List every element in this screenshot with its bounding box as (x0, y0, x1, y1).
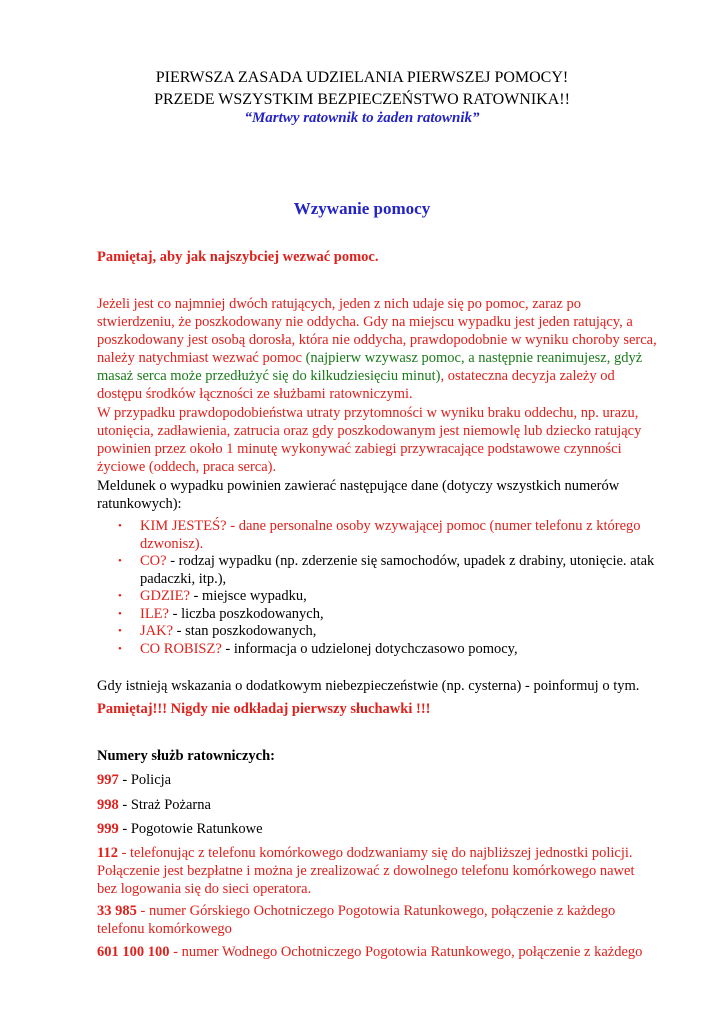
wopr-line-1 (97, 943, 657, 961)
gopr-desc-1: - numer Górskiego Ochotniczego Pogotowia Ratunkowego, połączenie z każdego (136, 903, 616, 919)
p1-line-5 (97, 367, 657, 385)
emergency-number: 112 (97, 845, 118, 861)
bullet-question: CO ROBISZ? (140, 640, 222, 657)
wopr-desc-1: - numer Wodnego Ochotniczego Pogotowia Ratunkowego, połączenie z każdego (169, 944, 643, 960)
emergency-number: 997 (97, 772, 119, 788)
p1-line-5-red: , ostateczna decyzja zależy od (440, 368, 615, 384)
report-items-list (118, 518, 663, 658)
p2-line-2: utonięcia, zadławienia, zatrucia oraz gdy poszkodowanym jest niemowlę lub dziecko ratujący (97, 423, 642, 439)
remember-note: Pamiętaj, aby jak najszybciej wezwać pomoc. (97, 249, 379, 265)
bullet-question: GDZIE? (140, 588, 190, 604)
bullet-question: CO? (140, 553, 167, 569)
n112-desc-1: - telefonując z telefonu komórkowego dodzwaniamy się do najbliższej jednostki policji. (117, 845, 633, 861)
p1-line-6: dostępu środków łączności ze służbami ratowniczymi. (97, 386, 413, 402)
motto (0, 109, 724, 127)
list-item (118, 553, 663, 588)
danger-note: Gdy istnieją wskazania o dodatkowym niebezpieczeństwie (np. cysterna) - poinformuj o tym. (97, 678, 640, 694)
bullet-description: - rodzaj wypadku (np. zderzenie się samochodów, upadek z drabiny, utonięcie. atak (166, 553, 655, 569)
gopr-line-2: telefonu komórkowego (97, 921, 232, 937)
numbers-title: Numery służb ratowniczych: (97, 748, 276, 764)
number-row-straz (97, 796, 657, 814)
p1-line-5-green: masaż serca może przedłużyć się do kilkudziesięciu minut) (97, 368, 441, 384)
n112-line-2: Połączenie jest bezpłatne i można je zrealizować z dowolnego telefonu komórkowego nawet (97, 863, 635, 879)
bullet-question: ILE? (140, 605, 169, 622)
motto-text: Martwy ratownik to żaden ratownik” (251, 110, 480, 126)
p1-line-3: poszkodowany jest osobą dorosła, która nie oddycha, prawdopodobnie w wyniku choroby serca, (97, 332, 657, 348)
number-row-policja (97, 771, 657, 789)
section-title: Wzywanie pomocy (293, 199, 431, 218)
bullet-question: KIM JESTEŚ? (140, 518, 227, 534)
bullet-continuation: dzwonisz). (140, 535, 204, 552)
list-item (118, 641, 663, 659)
report-intro (97, 477, 657, 513)
bullet-description: - dane personalne osoby wzywającej pomoc (numer telefonu z którego (226, 518, 641, 534)
p2-line-1: W przypadku prawdopodobieństwa utraty przytomności w wyniku braku oddechu, np. urazu, (97, 405, 639, 421)
motto-open-quote: “ (244, 110, 252, 126)
list-item (118, 606, 663, 624)
number-row-gopr (97, 902, 657, 938)
bullet-question: JAK? (140, 623, 174, 639)
bullet-icon: • (118, 590, 122, 602)
p2-line-4: życiowe (oddech, praca serca). (97, 459, 277, 475)
p2-line-3: powinien przez około 1 minutę wykonywać zabiegi przywracające podstawowe czynności (97, 441, 622, 457)
number-row-112 (97, 844, 657, 898)
p1-line-2: stwierdzeniu, że poszkodowany nie oddycha. Gdy na miejscu wypadku jest jeden ratujący, a (97, 314, 633, 330)
emergency-number: 999 (97, 821, 119, 837)
bullet-description: - miejsce wypadku, (189, 588, 307, 604)
emergency-number: 601 100 100 (97, 944, 170, 960)
list-item (118, 518, 663, 553)
gopr-line-1 (97, 902, 657, 920)
emergency-number-desc: - Policja (118, 772, 172, 788)
bullet-description: - informacja o udzielonej dotychczasowo pomocy, (221, 640, 518, 657)
emergency-number-desc: - Straż Pożarna (118, 797, 211, 813)
paragraph-1 (97, 295, 657, 403)
bullet-description: - stan poszkodowanych, (173, 623, 317, 639)
bullet-icon: • (118, 642, 122, 655)
bullet-icon: • (118, 625, 122, 637)
p1-line-1: Jeżeli jest co najmniej dwóch ratujących, jeden z nich udaje się po pomoc, zaraz po (97, 296, 581, 312)
report-intro-line-2: ratunkowych): (97, 496, 182, 512)
number-row-pogotowie (97, 820, 657, 838)
emergency-number: 998 (97, 797, 119, 813)
emergency-number-desc: - Pogotowie Ratunkowe (118, 821, 263, 837)
list-item (118, 623, 663, 641)
header-line-1: PIERWSZA ZASADA UDZIELANIA PIERWSZEJ POMOCY! (155, 69, 569, 86)
header-line-2: PRZEDE WSZYSTKIM BEZPIECZEŃSTWO RATOWNIKA!! (154, 91, 570, 108)
remember-note-2: Pamiętaj!!! Nigdy nie odkładaj pierwszy słuchawki !!! (97, 701, 431, 717)
bullet-icon: • (118, 607, 122, 620)
bullet-continuation: padaczki, itp.), (140, 570, 227, 587)
list-item (118, 588, 663, 606)
n112-line-3: bez logowania się do sieci operatora. (97, 881, 312, 897)
paragraph-2 (97, 404, 657, 476)
bullet-icon: • (118, 520, 122, 532)
p1-line-4-green: (najpierw wzywasz pomoc, a następnie reanimujesz, gdyż (305, 350, 643, 366)
report-intro-line-1: Meldunek o wypadku powinien zawierać następujące dane (dotyczy wszystkich numerów (97, 478, 620, 494)
bullet-description: - liczba poszkodowanych, (168, 605, 324, 622)
n112-line-1 (97, 844, 657, 862)
p1-line-4 (97, 349, 657, 367)
emergency-number: 33 985 (97, 903, 137, 919)
p1-line-4-red: należy natychmiast wezwać pomoc (97, 350, 306, 366)
bullet-icon: • (118, 555, 122, 567)
number-row-wopr (97, 943, 657, 961)
